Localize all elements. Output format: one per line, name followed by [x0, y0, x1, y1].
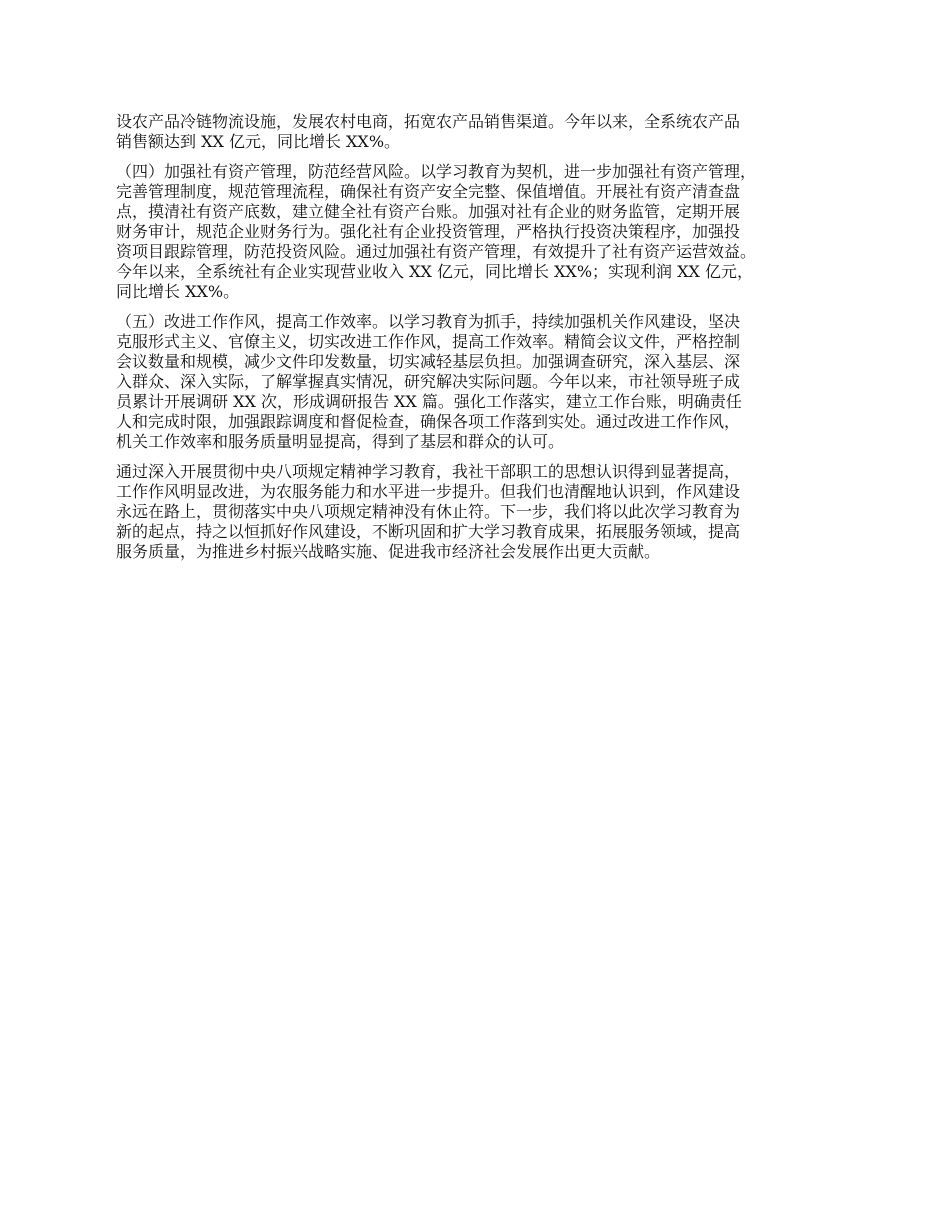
text-line: 财务审计，规范企业财务行为。强化社有企业投资管理，严格执行投资决策程序，加强投: [116, 222, 741, 241]
paragraph-section-4-asset-management: [116, 162, 856, 302]
text-line: 通过深入开展贯彻中央八项规定精神学习教育，我社干部职工的思想认识得到显著提高，: [116, 462, 741, 481]
text-line: 设农产品冷链物流设施，发展农村电商，拓宽农产品销售渠道。今年以来，全系统农产品: [116, 112, 741, 131]
text-line: 人和完成时限，加强跟踪调度和督促检查，确保各项工作落到实处。通过改进工作作风，: [116, 412, 741, 431]
text-line: 员累计开展调研 XX 次，形成调研报告 XX 篇。强化工作落实，建立工作台账，明确责任: [116, 392, 742, 411]
text-line: 点，摸清社有资产底数，建立健全社有资产台账。加强对社有企业的财务监管，定期开展: [116, 202, 741, 221]
text-line: 入群众、深入实际，了解掌握真实情况，研究解决实际问题。今年以来，市社领导班子成: [116, 372, 741, 391]
text-line: （四）加强社有资产管理，防范经营风险。以学习教育为契机，进一步加强社有资产管理，: [116, 162, 757, 181]
text-line: 资项目跟踪管理，防范投资风险。通过加强社有资产管理，有效提升了社有资产运营效益。: [116, 242, 757, 261]
text-line: 新的起点，持之以恒抓好作风建设，不断巩固和扩大学习教育成果，拓展服务领域，提高: [116, 522, 741, 541]
text-line: 完善管理制度，规范管理流程，确保社有资产安全完整、保值增值。开展社有资产清查盘: [116, 182, 741, 201]
text-line: 销售额达到 XX 亿元，同比增长 XX%。: [116, 132, 401, 151]
text-line: 同比增长 XX%。: [116, 282, 240, 301]
text-line: 机关工作效率和服务质量明显提高，得到了基层和群众的认可。: [116, 432, 565, 451]
text-line: 今年以来，全系统社有企业实现营业收入 XX 亿元，同比增长 XX%；实现利润 XX 亿元，: [116, 262, 753, 281]
paragraph-cold-chain-sales: [116, 112, 856, 152]
paragraph-section-5-work-style: [116, 312, 856, 452]
text-line: 克服形式主义、官僚主义，切实改进工作作风，提高工作效率。精简会议文件，严格控制: [116, 332, 741, 351]
text-line: 永远在路上，贯彻落实中央八项规定精神没有休止符。下一步，我们将以此次学习教育为: [116, 502, 741, 521]
text-line: 工作作风明显改进，为农服务能力和水平进一步提升。但我们也清醒地认识到，作风建设: [116, 482, 741, 501]
text-line: 会议数量和规模，减少文件印发数量，切实减轻基层负担。加强调查研究，深入基层、深: [116, 352, 741, 371]
document-body: [116, 112, 856, 572]
text-line: 服务质量，为推进乡村振兴战略实施、促进我市经济社会发展作出更大贡献。: [116, 542, 661, 561]
paragraph-conclusion: [116, 462, 856, 562]
text-line: （五）改进工作作风，提高工作效率。以学习教育为抓手，持续加强机关作风建设，坚决: [116, 312, 741, 331]
